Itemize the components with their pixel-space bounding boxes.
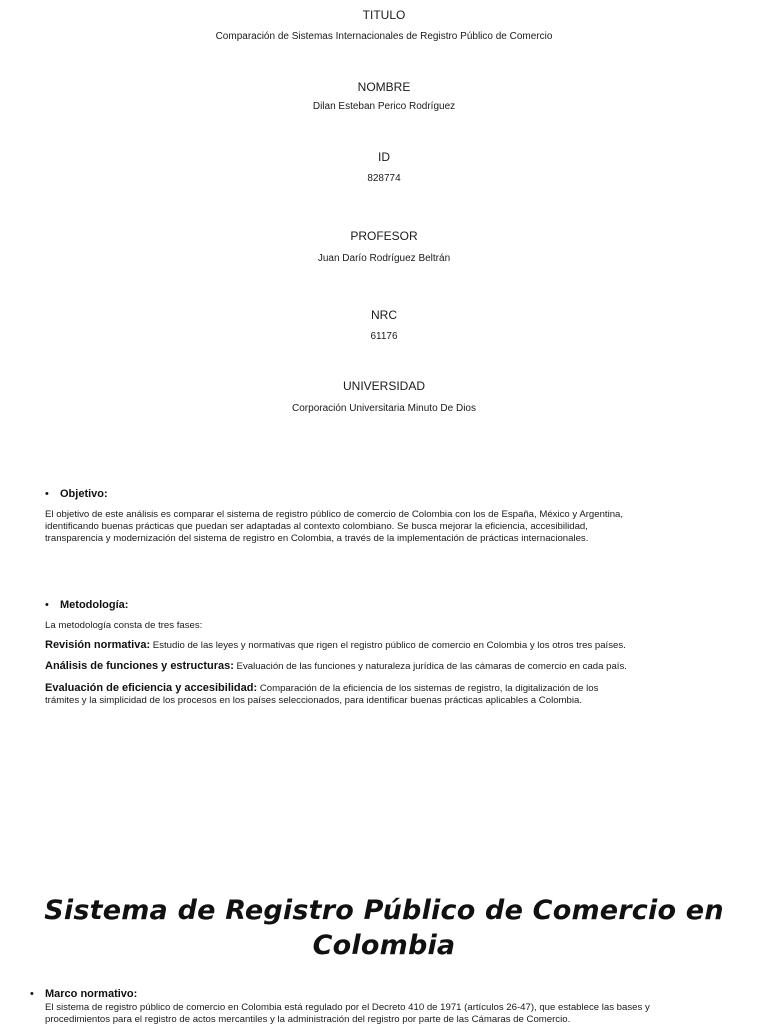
phase-text: Estudio de las leyes y normativas que rigen el registro público de comercio en Colombia y los otros tres países.: [150, 640, 626, 651]
university-field: [0, 379, 768, 415]
bullet-icon: •: [45, 488, 49, 500]
methodology-heading-text: Metodología:: [60, 599, 129, 611]
phase-normative-review: [45, 639, 725, 652]
phase-function-analysis: [45, 660, 725, 673]
name-field: [0, 80, 768, 113]
professor-field: [0, 229, 768, 265]
professor-value: Juan Darío Rodríguez Beltrán: [317, 253, 451, 264]
bullet-icon: •: [45, 599, 49, 611]
name-label: NOMBRE: [357, 80, 411, 94]
id-field: [0, 150, 768, 185]
title-field: [0, 8, 768, 43]
phase-text-continued: trámites y la simplicidad de los procesos en los países seleccionados, para identificar buenas prácticas aplicables a Colombia.: [45, 695, 582, 706]
methodology-heading: [45, 598, 725, 612]
name-value: Dilan Esteban Perico Rodríguez: [312, 101, 456, 112]
title-label: TITULO: [362, 8, 406, 22]
professor-label: PROFESOR: [350, 229, 418, 243]
objective-paragraph: [45, 509, 725, 545]
nrc-field: [0, 308, 768, 343]
nrc-label: NRC: [371, 308, 397, 322]
phase-title: Análisis de funciones y estructuras:: [45, 660, 234, 672]
objective-line: transparencia y modernización del sistema de registro en Colombia, a través de la implementación de prácticas internacionales.: [45, 533, 589, 544]
normative-framework-section: [30, 987, 740, 1024]
normative-framework-paragraph: [45, 1002, 740, 1024]
university-value: Corporación Universitaria Minuto De Dios: [292, 403, 476, 414]
normative-framework-line: procedimientos para el registro de actos mercantiles y la administración del registro por parte de las Cámaras de Comercio.: [45, 1014, 571, 1024]
methodology-section: [45, 598, 725, 707]
university-label: UNIVERSIDAD: [342, 379, 425, 393]
methodology-intro: La metodología consta de tres fases:: [45, 620, 203, 631]
section-title-line: Colombia: [312, 930, 456, 961]
phase-text: Comparación de la eficiencia de los sistemas de registro, la digitalización de los: [257, 683, 599, 694]
objective-line: identificando buenas prácticas que puedan ser adaptadas al contexto colombiano. Se busca mejorar la eficiencia, accesibilidad,: [45, 521, 588, 532]
phase-title: Evaluación de eficiencia y accesibilidad:: [45, 682, 258, 694]
section-title: [0, 893, 768, 963]
bullet-icon: •: [30, 988, 34, 1000]
normative-framework-heading-text: Marco normativo:: [45, 988, 138, 1000]
normative-framework-heading: [30, 987, 740, 1001]
objective-heading: [45, 487, 725, 501]
objective-heading-text: Objetivo:: [60, 488, 108, 500]
title-value: Comparación de Sistemas Internacionales de Registro Público de Comercio: [215, 31, 553, 42]
objective-section: [45, 487, 725, 545]
phase-title: Revisión normativa:: [45, 639, 151, 651]
normative-framework-line: El sistema de registro público de comercio en Colombia está regulado por el Decreto 410 de 1971 (artículos 26-47), que establece las bases y: [45, 1002, 650, 1013]
phase-text: Evaluación de las funciones y naturaleza jurídica de las cámaras de comercio en cada país.: [233, 661, 627, 672]
phase-efficiency-evaluation: [45, 682, 725, 707]
id-value: 828774: [367, 173, 401, 184]
objective-line: El objetivo de este análisis es comparar el sistema de registro público de comercio de Colombia con los de España, México y Argentina,: [45, 509, 624, 520]
section-title-line: Sistema de Registro Público de Comercio en: [44, 895, 724, 926]
nrc-value: 61176: [370, 331, 398, 342]
id-label: ID: [378, 150, 390, 164]
